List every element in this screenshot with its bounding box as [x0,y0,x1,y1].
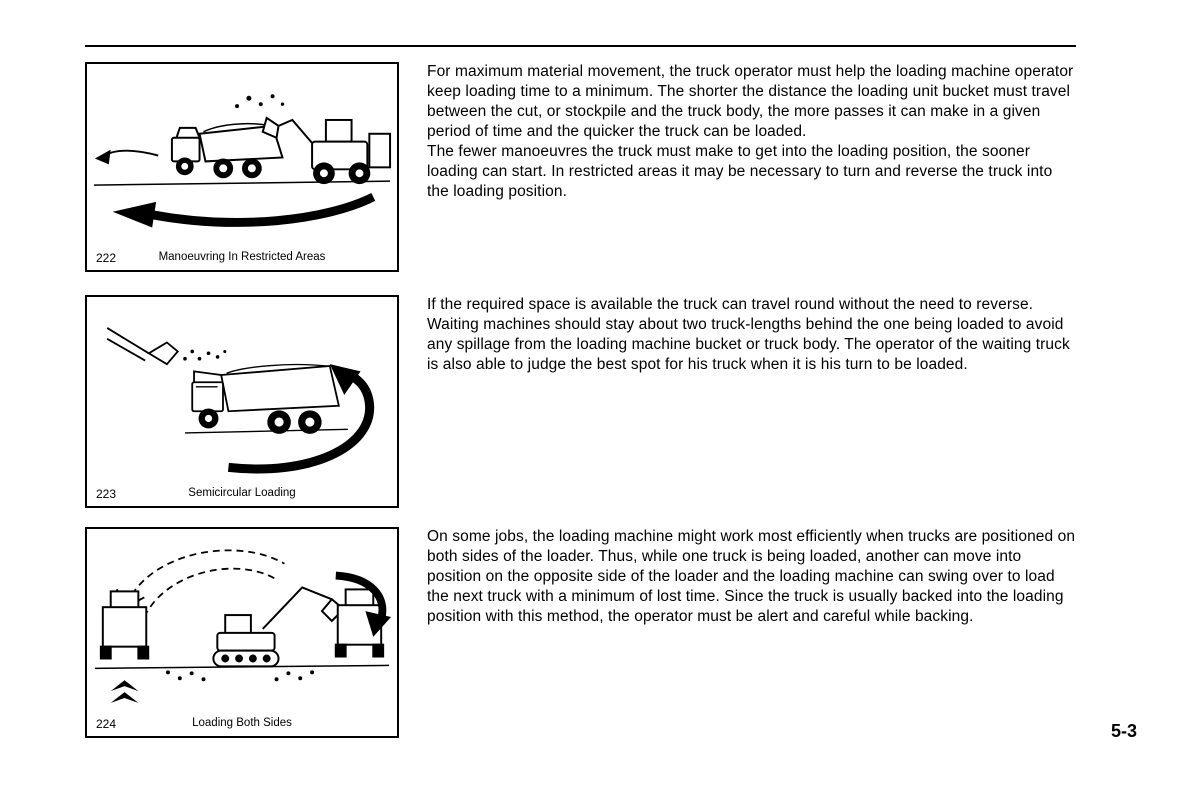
figure-222 [85,62,399,272]
paragraph: The fewer manoeuvres the truck must make to get into the loading position, the sooner loading can start. In restricted areas it may be necessary to turn and reverse the truck into the loading position. [427,143,1053,200]
paragraph: For maximum material movement, the truck operator must help the loading machine operator keep loading time to a minimum. The shorter the distance the loading unit bucket must travel between the cut, or stockpile and the truck body, the more passes it can make in a given period of time and the quicker the truck can be loaded. [427,63,1074,140]
figure-caption: Loading Both Sides [192,717,292,729]
figure-caption: Semicircular Loading [188,487,296,499]
section-semicircular-text [427,295,1077,375]
section-semicircular [85,295,1077,508]
section-both-sides-text [427,527,1077,627]
figure-number: 222 [96,251,117,265]
figure-number: 224 [96,717,117,731]
page-content [85,62,1077,738]
paragraph: If the required space is available the truck can travel round without the need to reverse. Waiting machines should stay about two truck-lengths behind the one being loaded to avoid any spillage from the loading machine bucket or truck body. The operator of the waiting truck is also able to judge the best spot for his truck when it is his turn to be loaded. [427,296,1070,373]
figure-222-footer [87,250,397,265]
figure-caption: Manoeuvring In Restricted Areas [158,251,326,263]
figure-224-footer [87,716,397,731]
page-number: 5-3 [1110,721,1137,741]
paragraph: On some jobs, the loading machine might work most efficiently when trucks are positioned on both sides of the loader. Thus, while one truck is being loaded, another can move into position on the opposite side of the loader and the loading machine can swing over to load the next truck with a minimum of lost time. Since the truck is usually backed into the loading position with this method, the operator must be alert and careful while backing. [427,528,1076,625]
figure-number: 223 [96,487,117,501]
section-manoeuvring-text [427,62,1077,202]
figure-223-footer [87,486,397,501]
figure-224 [85,527,399,738]
header-rule [85,45,1076,47]
section-manoeuvring [85,62,1077,272]
figure-223-illustration [89,299,395,480]
figure-223 [85,295,399,508]
figure-222-illustration [89,66,395,244]
section-both-sides [85,527,1077,738]
figure-224-illustration [89,531,395,710]
